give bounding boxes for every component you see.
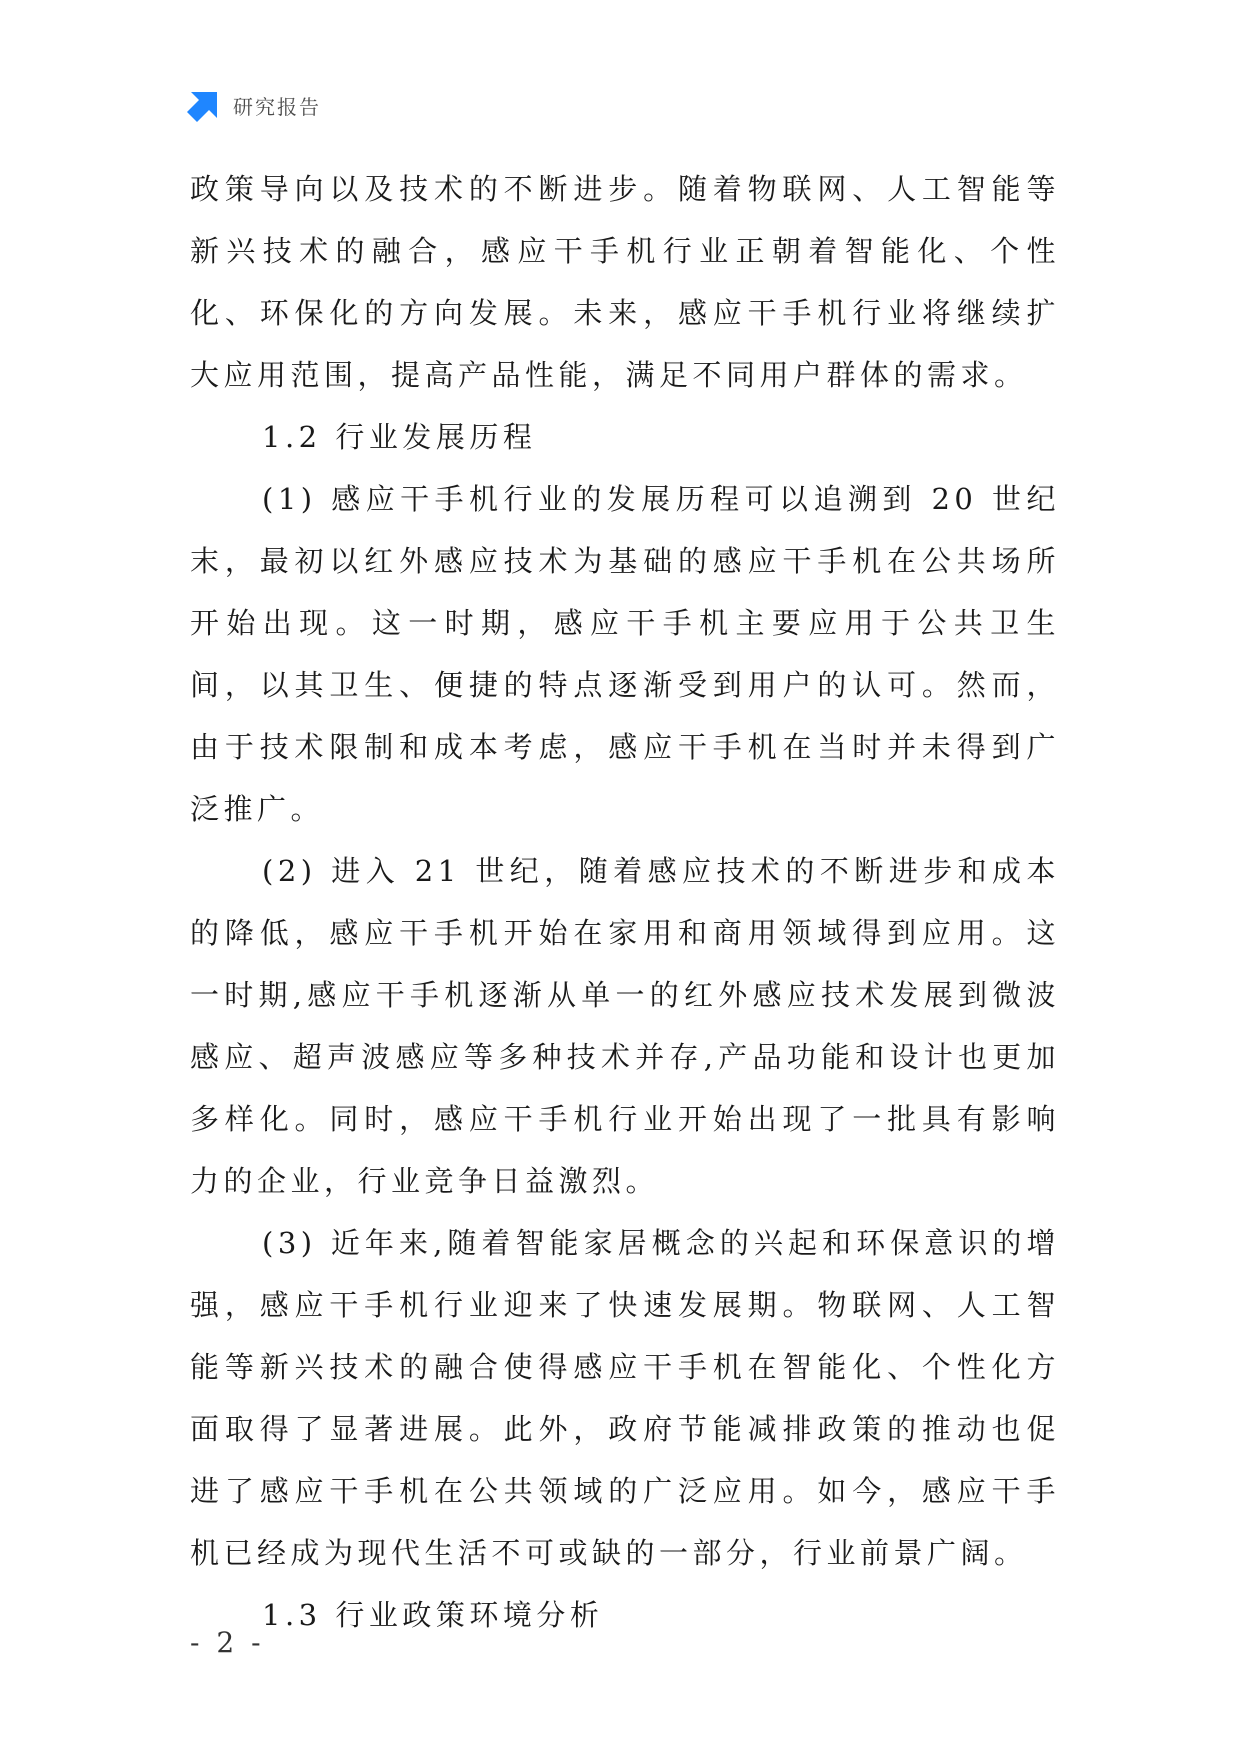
document-body (190, 158, 1060, 1646)
paragraph-intro: 政策导向以及技术的不断进步。随着物联网、人工智能等新兴技术的融合，感应干手机行业正朝着智能化、个性化、环保化的方向发展。未来，感应干手机行业将继续扩大应用范围，提高产品性能，满足不同用户群体的需求。 (190, 172, 1060, 392)
paragraph-history-2: (2) 进入 21 世纪，随着感应技术的不断进步和成本的降低，感应干手机开始在家用和商用领域得到应用。这一时期,感应干手机逐渐从单一的红外感应技术发展到微波感应、超声波感应等多种技术并存,产品功能和设计也更加多样化。同时，感应干手机行业开始出现了一批具有影响力的企业，行业竞争日益激烈。 (190, 854, 1060, 1198)
paragraph-history-3: (3) 近年来,随着智能家居概念的兴起和环保意识的增强，感应干手机行业迎来了快速发展期。物联网、人工智能等新兴技术的融合使得感应干手机在智能化、个性化方面取得了显著进展。此外，政府节能减排政策的推动也促进了感应干手机在公共领域的广泛应用。如今，感应干手机已经成为现代生活不可或缺的一部分，行业前景广阔。 (190, 1226, 1060, 1570)
report-header (187, 86, 321, 124)
header-title: 研究报告 (233, 94, 321, 119)
paragraph-history-1: (1) 感应干手机行业的发展历程可以追溯到 20 世纪末，最初以红外感应技术为基础的感应干手机在公共场所开始出现。这一时期，感应干手机主要应用于公共卫生间，以其卫生、便捷的特点逐渐受到用户的认可。然而，由于技术限制和成本考虑，感应干手机在当时并未得到广泛推广。 (190, 482, 1060, 826)
arrow-up-right-icon (187, 88, 221, 122)
section-heading-1-2: 1.2 行业发展历程 (262, 420, 537, 454)
page-number: - 2 - (190, 1626, 265, 1659)
section-heading-1-3: 1.3 行业政策环境分析 (262, 1598, 604, 1632)
